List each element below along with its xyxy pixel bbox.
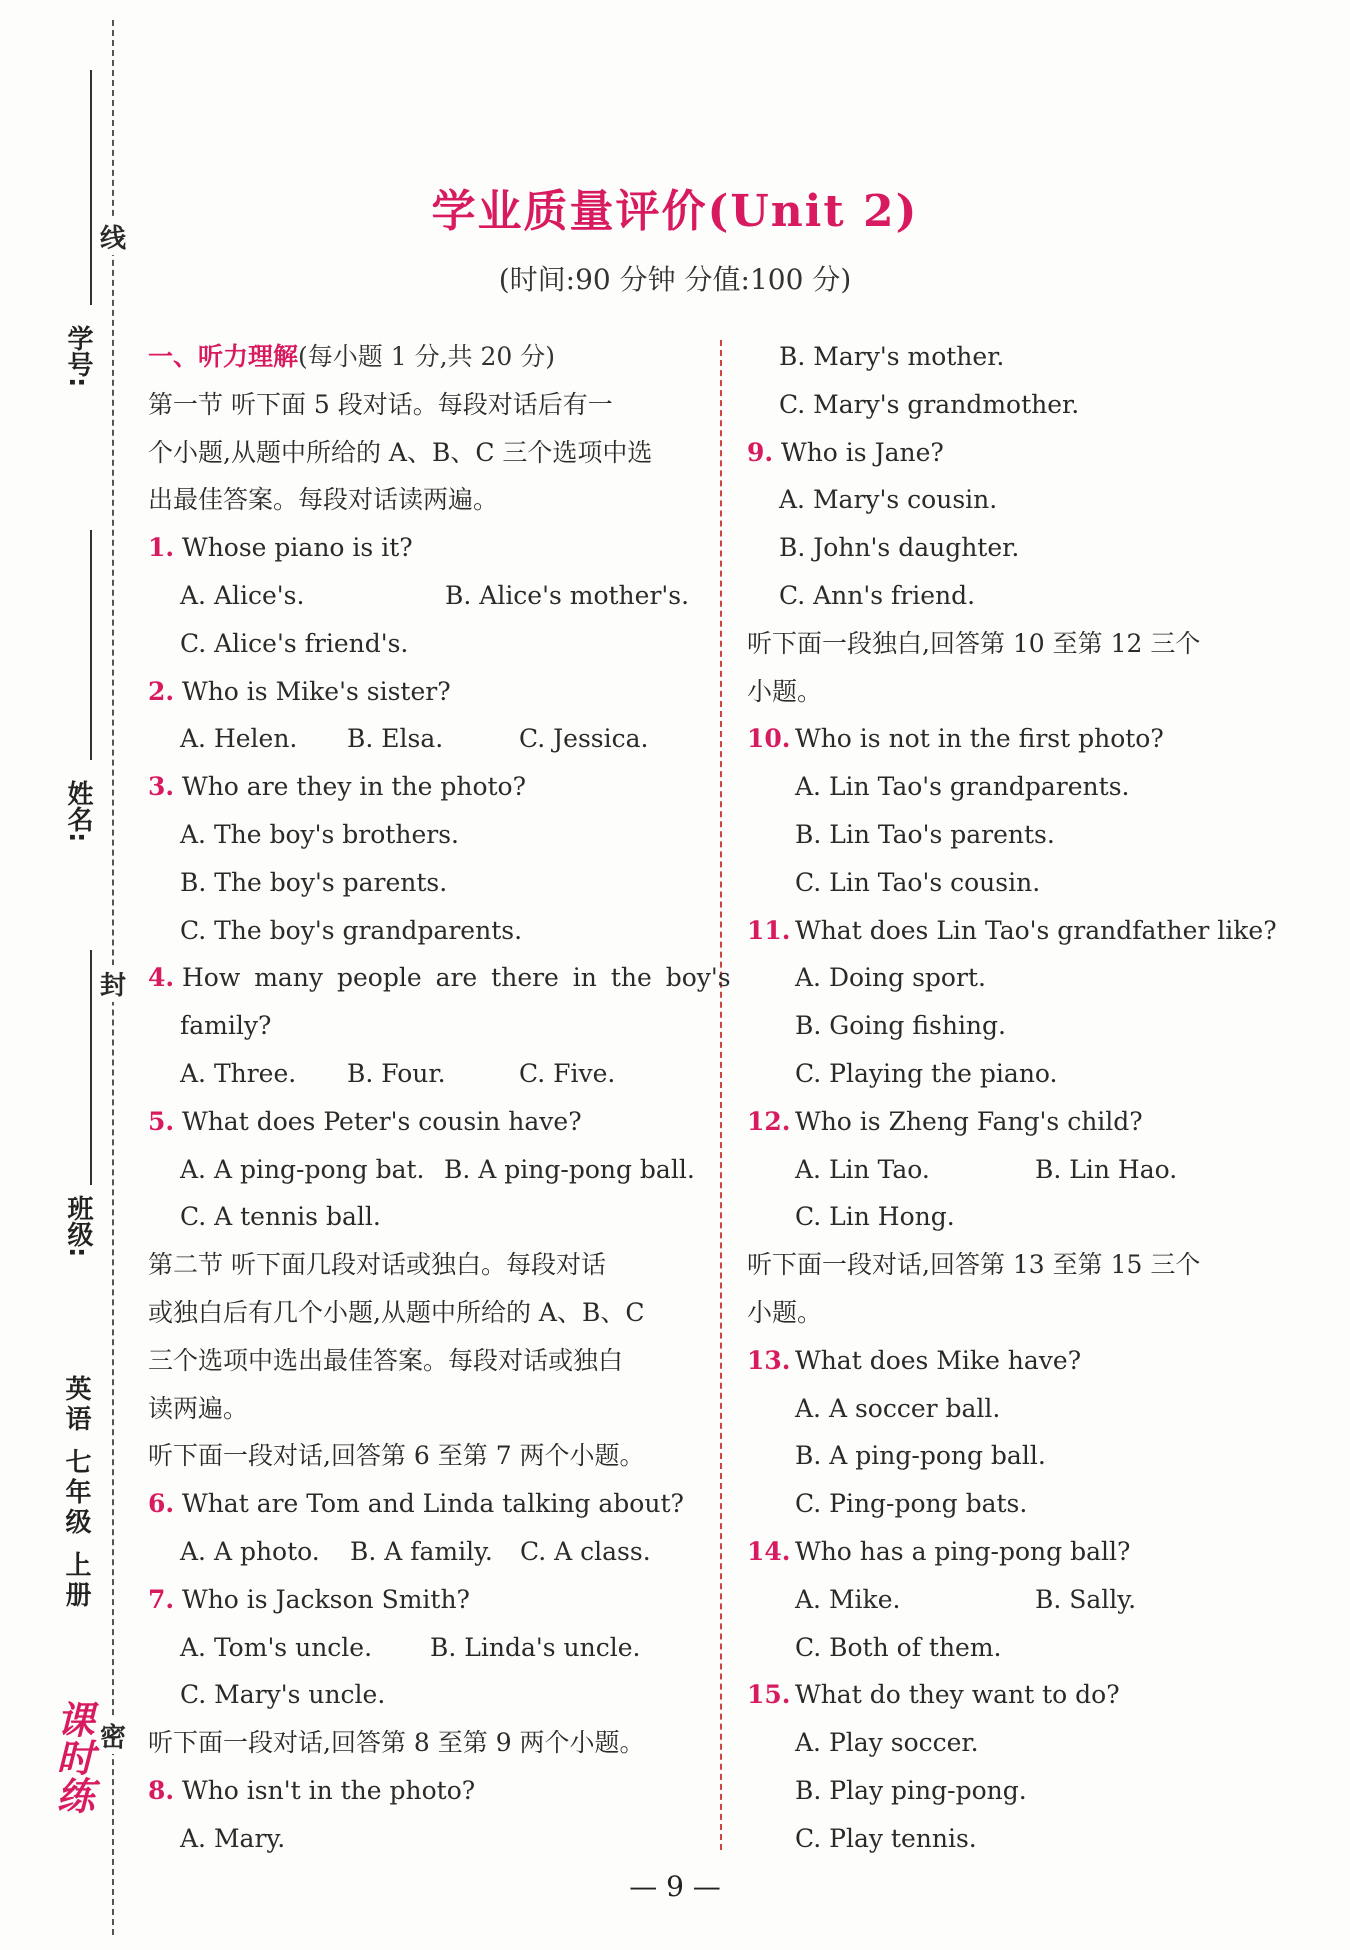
option-c: C. A class. [520,1536,651,1566]
question-15 [747,1671,1307,1719]
question-9 [747,429,1307,477]
part2-intro: 或独白后有几个小题,从题中所给的 A、B、C [148,1297,645,1327]
question-2 [148,668,708,716]
option-a: A. Three. [180,1058,297,1088]
cut-char-seal: 封 [100,965,126,1002]
options-row [148,1146,708,1194]
instruction: 听下面一段独白,回答第 10 至第 12 三个 [747,628,1201,658]
option-b: B. John's daughter. [779,533,1020,563]
question-text: Who is Zheng Fang's child? [795,1106,1143,1136]
question-8 [148,1767,708,1815]
option-c: C. Lin Tao's cousin. [795,867,1041,897]
instruction: 听下面一段对话,回答第 13 至第 15 三个 [747,1250,1201,1280]
question-number: 14. [747,1536,791,1566]
option-b: B. Linda's uncle. [430,1632,641,1662]
instruction: 小题。 [747,1297,823,1327]
options-row [148,572,708,620]
option-b: B. A family. [350,1536,493,1566]
option-c: C. Ping-pong bats. [795,1489,1028,1519]
instruction: 听下面一段对话,回答第 6 至第 7 两个小题。 [148,1441,645,1471]
option-a: A. Mary. [180,1823,286,1853]
question-text: What does Lin Tao's grandfather like? [795,915,1277,945]
question-text: Who is Jackson Smith? [182,1584,470,1614]
options-row [148,715,708,763]
option-c: C. Play tennis. [795,1823,977,1853]
question-text: What does Mike have? [795,1345,1082,1375]
section-heading [148,333,708,381]
name-label: 姓名: [63,780,93,843]
option-c: C. A tennis ball. [180,1202,381,1232]
option-a: A. The boy's brothers. [180,819,459,849]
question-number: 3. [148,772,175,802]
question-text: Who is Mike's sister? [182,676,451,706]
question-text: Who is Jane? [781,437,944,467]
option-a: A. A photo. [180,1536,320,1566]
options-row [747,1146,1307,1194]
question-number: 7. [148,1584,175,1614]
option-c: C. Mary's grandmother. [779,389,1080,419]
question-text: Who is not in the first photo? [795,724,1164,754]
option-b: B. Elsa. [347,724,444,754]
part2-intro: 第二节 听下面几段对话或独白。每段对话 [148,1250,606,1280]
question-number: 8. [148,1775,175,1805]
question-number: 12. [747,1106,791,1136]
option-b: B. Mary's mother. [779,342,1005,371]
part1-intro: 出最佳答案。每段对话读两遍。 [148,485,499,515]
option-b: B. Lin Hao. [1035,1154,1178,1184]
question-number: 5. [148,1106,175,1136]
question-number: 4. [148,963,175,993]
question-text: What does Peter's cousin have? [182,1106,582,1136]
question-12 [747,1098,1307,1146]
option-a: A. Helen. [180,724,298,754]
section-note: (每小题 1 分,共 20 分) [298,342,555,371]
option-b: B. Lin Tao's parents. [795,819,1055,849]
options-row [148,1528,708,1576]
question-1 [148,524,708,572]
option-a: A. Tom's uncle. [180,1632,373,1662]
student-id-label: 学号: [63,325,93,388]
option-a: A. Alice's. [180,580,305,610]
option-b: B. Play ping-pong. [795,1775,1027,1805]
option-b: B. Sally. [1035,1584,1137,1614]
question-text: Whose piano is it? [182,533,413,563]
question-number: 2. [148,676,175,706]
question-text: Who isn't in the photo? [182,1775,476,1805]
options-row [747,1576,1307,1624]
option-a: A. Lin Tao. [795,1154,930,1184]
option-a: A. Mike. [795,1584,901,1614]
option-a: A. Doing sport. [795,963,986,993]
page-title: 学业质量评价(Unit 2) [431,186,919,237]
option-b: B. Four. [347,1058,446,1088]
question-6 [148,1480,708,1528]
question-14 [747,1528,1307,1576]
class-label: 班级: [63,1195,93,1258]
question-text: Who are they in the photo? [182,772,526,802]
right-column [747,333,1307,1863]
question-7 [148,1576,708,1624]
question-text-cont: family? [180,1011,272,1041]
book-label: 英语 七年级 上册 [61,1375,91,1612]
question-text: Who has a ping-pong ball? [795,1536,1131,1566]
option-b: B. Going fishing. [795,1011,1006,1041]
section-title: 一、听力理解 [148,342,299,371]
part2-intro: 读两遍。 [148,1393,249,1423]
option-a: A. Lin Tao's grandparents. [795,772,1130,802]
option-b: B. A ping-pong ball. [444,1154,695,1184]
instruction: 听下面一段对话,回答第 8 至第 9 两个小题。 [148,1728,645,1758]
cut-char-line: 线 [100,218,126,255]
question-number: 10. [747,724,791,754]
instruction: 小题。 [747,676,823,706]
option-c: C. Mary's uncle. [180,1680,386,1710]
question-number: 11. [747,915,791,945]
question-13 [747,1337,1307,1385]
option-c: C. Five. [519,1058,616,1088]
option-c: C. Jessica. [519,724,649,754]
part2-intro: 三个选项中选出最佳答案。每段对话或独白 [148,1345,624,1375]
option-a: A. Play soccer. [795,1728,979,1758]
left-column [148,333,731,1863]
question-text: How many people are there in the boy's [182,963,731,993]
option-b: B. A ping-pong ball. [795,1441,1046,1471]
question-number: 6. [148,1489,175,1519]
options-row [148,1624,708,1672]
option-b: B. Alice's mother's. [445,580,690,610]
option-c: C. Alice's friend's. [180,628,409,658]
option-b: B. The boy's parents. [180,867,448,897]
option-c: C. Ann's friend. [779,580,976,610]
question-number: 13. [747,1345,791,1375]
cut-char-secret: 密 [100,1717,126,1754]
name-blank [90,530,92,760]
question-number: 1. [148,533,175,563]
option-c: C. Playing the piano. [795,1058,1058,1088]
part1-intro: 个小题,从题中所给的 A、B、C 三个选项中选 [148,437,653,467]
question-10 [747,715,1307,763]
option-a: A. Mary's cousin. [779,485,998,515]
question-5 [148,1098,708,1146]
question-number: 15. [747,1680,791,1710]
page-number: — 9 — [629,1870,721,1903]
question-number: 9. [747,437,774,467]
question-3 [148,763,708,811]
question-text: What are Tom and Linda talking about? [182,1489,684,1519]
option-c: C. Both of them. [795,1632,1002,1662]
page-subtitle: (时间:90 分钟 分值:100 分) [498,263,852,296]
class-blank [90,950,92,1185]
option-c: C. Lin Hong. [795,1202,955,1232]
options-row [148,1050,708,1098]
question-4 [148,954,731,1002]
part1-intro: 第一节 听下面 5 段对话。每段对话后有一 [148,389,613,419]
option-a: A. A soccer ball. [795,1393,1001,1423]
option-a: A. A ping-pong bat. [180,1154,425,1184]
question-text: What do they want to do? [795,1680,1120,1710]
question-11 [747,907,1307,955]
option-c: C. The boy's grandparents. [180,915,523,945]
brand-logo: 课时练 [50,1700,94,1814]
column-divider [720,340,722,1850]
